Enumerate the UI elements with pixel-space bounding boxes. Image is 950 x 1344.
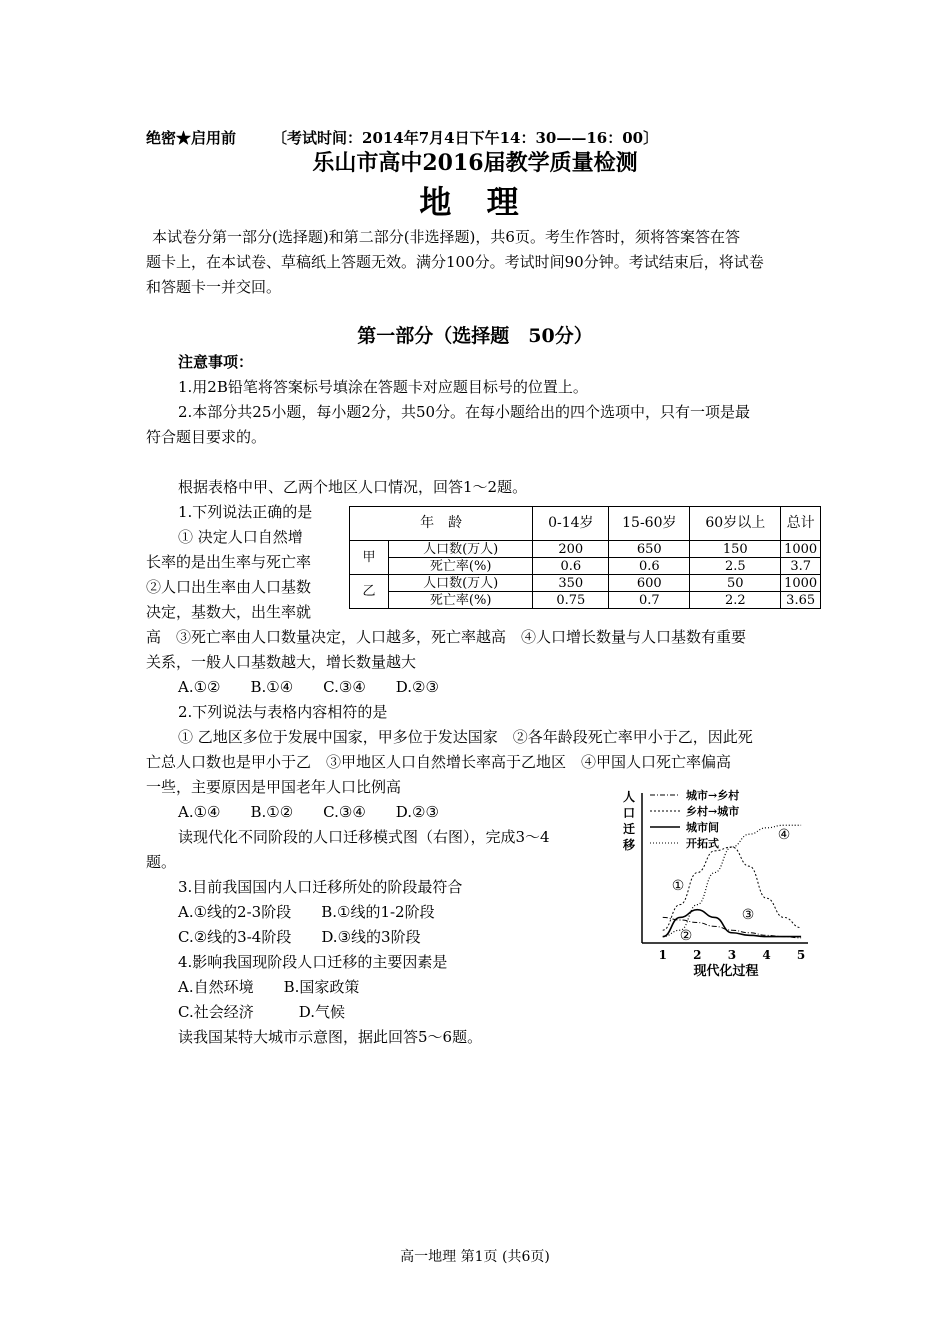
- table-cell: 650: [609, 541, 690, 558]
- marker-3: ③: [741, 907, 755, 923]
- marker-1: ①: [671, 878, 685, 894]
- q4-option: A.自然环境 B.国家政策: [178, 978, 360, 996]
- table-cell: 200: [533, 541, 609, 558]
- table-cell: 600: [609, 575, 690, 592]
- legend-label: 城市间: [686, 821, 719, 834]
- table-metric: 人口数(万人): [389, 575, 533, 592]
- q2-line: ① 乙地区多位于发展中国家，甲多位于发达国家 ②各年龄段死亡率甲小于乙，因此死: [178, 728, 753, 746]
- q2-options: A.①④ B.①② C.③④ D.②③: [178, 803, 439, 821]
- table-header: 60岁以上: [690, 507, 781, 541]
- q1-line: ②人口出生率由人口基数: [146, 578, 312, 596]
- table-region: 乙: [350, 575, 389, 609]
- q1-options: A.①② B.①④ C.③④ D.②③: [178, 678, 439, 696]
- x-tick-label: 5: [796, 948, 806, 962]
- legend-label: 乡村→城市: [686, 805, 740, 818]
- table-region: 甲: [350, 541, 389, 575]
- table-metric: 死亡率(%): [389, 592, 533, 609]
- exam-time: 〔考试时间：2014年7月4日下午14：30——16：00〕: [272, 129, 659, 147]
- migration-chart: [618, 785, 818, 985]
- x-tick-label: 3: [727, 948, 737, 962]
- table-cell: 1000: [781, 541, 821, 558]
- x-axis-label: 现代化过程: [693, 964, 759, 979]
- table-header: 15-60岁: [609, 507, 690, 541]
- page-footer: 高一地理 第1页 (共6页): [400, 1249, 550, 1265]
- table-header: 年 龄: [350, 507, 533, 541]
- subject-title: 地 理: [419, 183, 531, 221]
- q2-line: 亡总人口数也是甲小于乙 ③甲地区人口自然增长率高于乙地区 ④甲国人口死亡率偏高: [146, 753, 732, 771]
- page-title: 乐山市高中2016届教学质量检测: [312, 150, 638, 176]
- intro-line: 本试卷分第一部分(选择题)和第二部分(非选择题)，共6页。考生作答时，须将答案答在答: [152, 228, 740, 246]
- q3-option: A.①线的2-3阶段 B.①线的1-2阶段: [178, 903, 435, 921]
- table-cell: 50: [690, 575, 781, 592]
- table-cell: 2.5: [690, 558, 781, 575]
- q1-line: 关系，一般人口基数越大，增长数量越大: [146, 653, 417, 671]
- marker-4: ④: [777, 827, 791, 843]
- q4-stem: 4.影响我国现阶段人口迁移的主要因素是: [178, 953, 448, 971]
- q4-option: C.社会经济 D.气候: [178, 1003, 345, 1021]
- q2-line: 一些，主要原因是甲国老年人口比例高: [146, 778, 402, 796]
- table-metric: 人口数(万人): [389, 541, 533, 558]
- table-header: 0-14岁: [533, 507, 609, 541]
- notes-item: 符合题目要求的。: [146, 428, 267, 446]
- table-intro: 根据表格中甲、乙两个地区人口情况，回答1～2题。: [178, 478, 528, 496]
- table-cell: 350: [533, 575, 609, 592]
- y-label-char: 人: [623, 790, 636, 804]
- q1-line: ① 决定人口自然增: [178, 528, 303, 546]
- chart-intro: 读现代化不同阶段的人口迁移模式图（右图），完成3～4: [178, 828, 550, 846]
- table-cell: 0.75: [533, 592, 609, 609]
- notes-heading: 注意事项：: [178, 353, 254, 371]
- q3-option: C.②线的3-4阶段 D.③线的3阶段: [178, 928, 421, 946]
- intro-line: 题卡上，在本试卷、草稿纸上答题无效。满分100分。考试时间90分钟。考试结束后，将试卷: [146, 253, 764, 271]
- table-cell: 3.65: [781, 592, 821, 609]
- table-cell: 3.7: [781, 558, 821, 575]
- table-cell: 1000: [781, 575, 821, 592]
- x-tick-label: 2: [693, 948, 702, 962]
- q1-line: 长率的是出生率与死亡率: [146, 553, 312, 571]
- legend-label: 城市→乡村: [686, 789, 740, 802]
- table-metric: 死亡率(%): [389, 558, 533, 575]
- y-label-char: 移: [623, 838, 636, 852]
- intro-line: 和答题卡一并交回。: [146, 278, 282, 296]
- city-intro: 读我国某特大城市示意图，据此回答5～6题。: [178, 1028, 483, 1046]
- marker-2: ②: [679, 928, 693, 944]
- part1-title: 第一部分（选择题 50分）: [357, 325, 593, 347]
- q1-line: 高 ③死亡率由人口数量决定，人口越多，死亡率越高 ④人口增长数量与人口基数有重要: [146, 628, 747, 646]
- chart-intro: 题。: [146, 853, 177, 871]
- population-table: [349, 506, 821, 609]
- legend-label: 开拓式: [686, 837, 719, 850]
- q1-line: 决定，基数大，出生率就: [146, 603, 312, 621]
- y-label-char: 迁: [623, 822, 636, 836]
- table-header: 总计: [781, 507, 821, 541]
- y-label-char: 口: [623, 806, 636, 820]
- notes-item: 1.用2B铅笔将答案标号填涂在答题卡对应题目标号的位置上。: [178, 378, 588, 396]
- secret-label: 绝密★启用前: [146, 129, 237, 147]
- x-tick-label: 4: [762, 948, 771, 962]
- table-cell: 150: [690, 541, 781, 558]
- q1-stem: 1.下列说法正确的是: [178, 503, 313, 521]
- x-tick-label: 1: [658, 948, 667, 962]
- table-cell: 0.7: [609, 592, 690, 609]
- table-cell: 0.6: [533, 558, 609, 575]
- q3-stem: 3.目前我国国内人口迁移所处的阶段最符合: [178, 878, 463, 896]
- q2-stem: 2.下列说法与表格内容相符的是: [178, 703, 388, 721]
- table-cell: 0.6: [609, 558, 690, 575]
- notes-item: 2.本部分共25小题，每小题2分，共50分。在每小题给出的四个选项中，只有一项是最: [178, 403, 751, 421]
- table-cell: 2.2: [690, 592, 781, 609]
